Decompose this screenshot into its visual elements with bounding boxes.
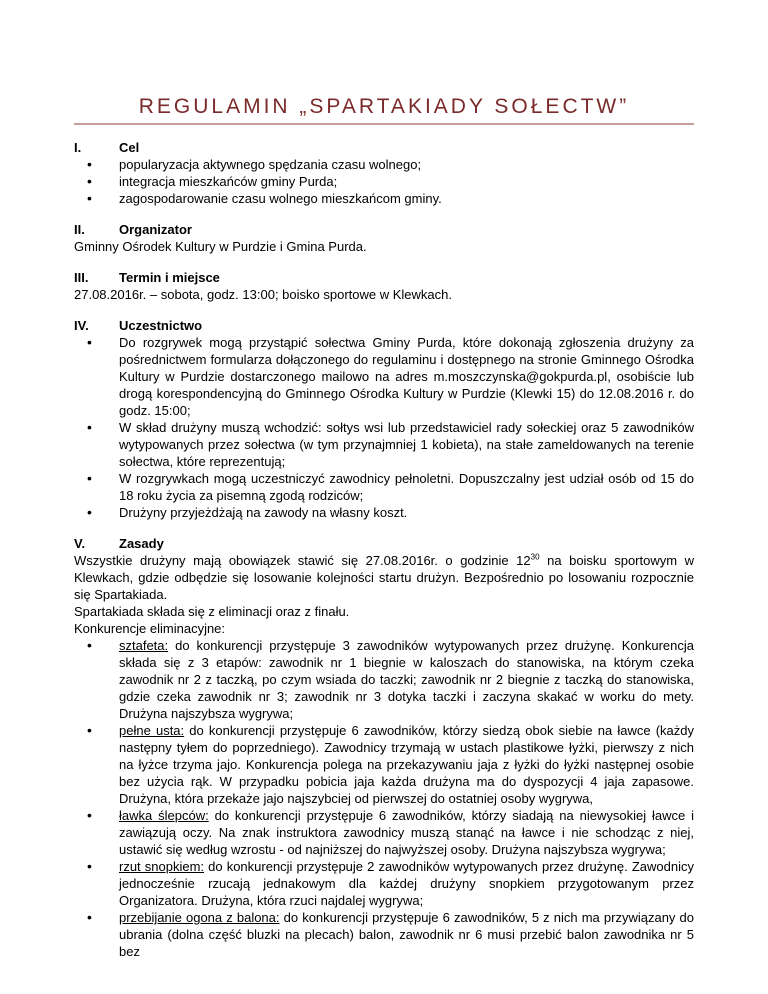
section-cel <box>74 139 694 207</box>
competition-name: pełne usta: <box>119 723 185 738</box>
list-item: • integracja mieszkańców gminy Purda; <box>74 173 694 190</box>
list-item <box>74 858 694 909</box>
list-item: • W skład drużyny muszą wchodzić: sołtys wsi lub przedstawiciel rady sołeckiej oraz 5 zawodników wytypowanych przez sołectwa (w tym przynajmniej 1 kobieta), na stałe zameldowanych na terenie sołectwa, które reprezentują; <box>74 419 694 470</box>
bullet-list <box>74 156 694 207</box>
competition-name: sztafeta: <box>119 638 169 653</box>
section-title: Zasady <box>119 536 164 551</box>
document-page <box>74 0 694 960</box>
section-organizator <box>74 221 694 255</box>
title-divider <box>74 123 694 125</box>
section-number: I. <box>74 140 82 155</box>
section-heading <box>74 269 694 286</box>
section-number: IV. <box>74 318 89 333</box>
competition-description: do konkurencji przystępuje 6 zawodników, 5 z nich ma przywiązany do ubrania (dolna część bluzki na plecach) balon, zawodnik nr 6 musi przebić balon zawodnika nr 5 bez <box>119 910 694 959</box>
section-text: Gminny Ośrodek Kultury w Purdzie i Gmina Purda. <box>74 239 367 254</box>
competition-description: do konkurencji przystępuje 6 zawodników, którzy siedzą obok siebie na ławce (każdy następny tyłem do poprzedniego). Zawodnicy trzymają w ustach plastikowe łyżki, pierwszy z nich na łyżce trzyma jajo. Konkurencja polega na przekazywaniu jaja z łyżki do łyżki następnej osobie bez użycia rąk. W przypadku pobicia jaja każda drużyna ma do dyspozycji 4 jaja zapasowe. Drużyna, która przekaże jajo najszybciej od pierwszej do ostatniej osoby wygrywa, <box>119 723 694 806</box>
list-item: • Do rozgrywek mogą przystąpić sołectwa Gminy Purda, które dokonają zgłoszenia drużyny za pośrednictwem formularza dołączonego do regulaminu i dostępnego na stronie Gminnego Ośrodka Kultury w Purdzie dostarczonego mailowo na adres m.moszczynska@gokpurda.pl, osobiście lub drogą korespondencyjną do Gminnego Ośrodka Kultury w Purdzie (Klewki 15) do 12.08.2016 r. do godz. 15:00; <box>74 334 694 419</box>
section-termin <box>74 269 694 303</box>
section-text: Konkurencje eliminacyjne: <box>74 621 226 636</box>
list-item: • popularyzacja aktywnego spędzania czasu wolnego; <box>74 156 694 173</box>
list-item <box>74 807 694 858</box>
section-heading <box>74 535 694 552</box>
section-number: II. <box>74 222 85 237</box>
section-intro <box>74 552 694 603</box>
section-title: Organizator <box>119 222 192 237</box>
section-text: 27.08.2016r. – sobota, godz. 13:00; boisko sportowe w Klewkach. <box>74 287 452 302</box>
competition-description: do konkurencji przystępuje 2 zawodników wytypowanych przez drużynę. Zawodnicy jednocześnie rzucają jednakowym dla każdej drużyny snopkiem przygotowanym przez Organizatora. Drużyna, która rzuci najdalej wygrywa; <box>119 859 694 908</box>
list-item <box>74 909 694 960</box>
section-title: Termin i miejsce <box>119 270 220 285</box>
section-uczestnictwo <box>74 317 694 521</box>
competition-name: rzut snopkiem: <box>119 859 205 874</box>
competition-description: do konkurencji przystępuje 6 zawodników, którzy siadają na niewysokiej ławce i zawiązują oczy. Na znak instruktora zawodnicy muszą stanąć na ławce i nie schodząc z niej, ustawić się według wzrostu - od najniższej do najwyższej osoby. Drużyna najszybsza wygrywa; <box>119 808 694 857</box>
list-item <box>74 722 694 807</box>
competition-name: ławka ślepców: <box>119 808 209 823</box>
section-text: Spartakiada składa się z eliminacji oraz z finału. <box>74 604 350 619</box>
competition-description: do konkurencji przystępuje 3 zawodników wytypowanych przez drużynę. Konkurencja składa się z 3 etapów: zawodnik nr 1 biegnie w kaloszach do stanowiska, na którym czeka zawodnik nr 2 z taczką, po czym wsiada do taczki; zawodnik nr 2 biegnie z taczką do stanowiska, gdzie czeka zawodnik nr 3; zawodnik nr 3 dotyka taczki i zaczyna skakać w worku do mety. Drużyna najszybsza wygrywa; <box>119 638 694 721</box>
section-heading <box>74 221 694 238</box>
list-item: • Drużyny przyjeżdżają na zawody na własny koszt. <box>74 504 694 521</box>
section-number: III. <box>74 270 89 285</box>
section-title: Cel <box>119 140 140 155</box>
list-item <box>74 637 694 722</box>
list-item: • zagospodarowanie czasu wolnego mieszkańcom gminy. <box>74 190 694 207</box>
bullet-list <box>74 334 694 521</box>
bullet-list <box>74 637 694 960</box>
section-number: V. <box>74 536 86 551</box>
section-heading <box>74 139 694 156</box>
section-zasady <box>74 535 694 960</box>
section-title: Uczestnictwo <box>119 318 203 333</box>
time-superscript: 30 <box>530 552 540 562</box>
document-title: REGULAMIN „SPARTAKIADY SOŁECTW” <box>138 95 630 118</box>
intro-text-b: na boisku sportowym w Klewkach, gdzie odbędzie się losowanie kolejności startu drużyn. Bezpośrednio po losowaniu rozpocznie się Spartakiada. <box>74 553 694 602</box>
section-heading <box>74 317 694 334</box>
competition-name: przebijanie ogona z balona: <box>119 910 280 925</box>
list-item: • W rozgrywkach mogą uczestniczyć zawodnicy pełnoletni. Dopuszczalny jest udział osób od 15 do 18 roku życia za pisemną zgodą rodziców; <box>74 470 694 504</box>
intro-text-a: Wszystkie drużyny mają obowiązek stawić się 27.08.2016r. o godzinie 12 <box>74 553 531 568</box>
